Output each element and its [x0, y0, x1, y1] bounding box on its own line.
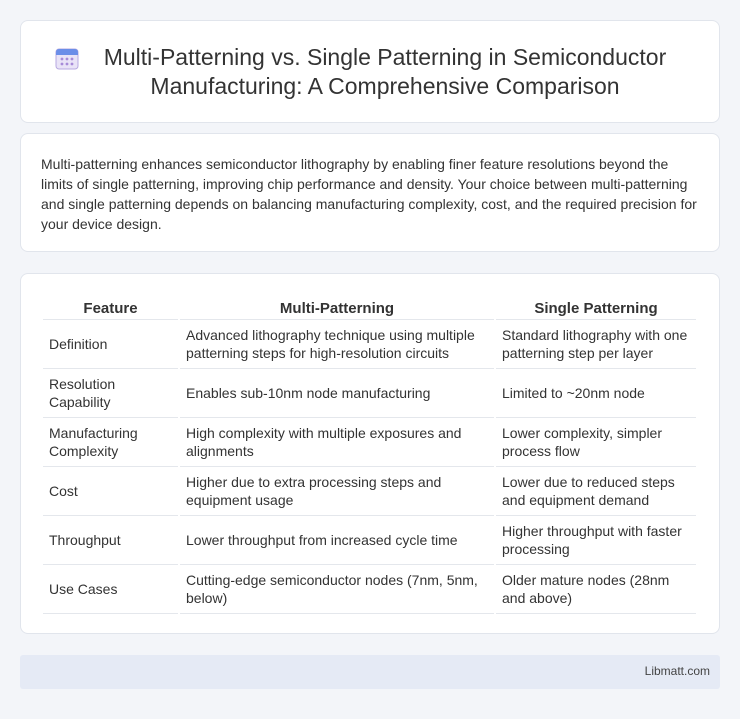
- title-card: [20, 20, 720, 123]
- footer-site-link[interactable]: Libmatt.com: [644, 664, 710, 678]
- multi-patterning-cell: Cutting-edge semiconductor nodes (7nm, 5nm, below): [180, 565, 494, 614]
- header-single-patterning: Single Patterning: [496, 295, 696, 320]
- single-patterning-cell: Higher throughput with faster processing: [496, 516, 696, 565]
- feature-cell: Cost: [43, 467, 178, 516]
- multi-patterning-cell: Advanced lithography technique using multiple patterning steps for high-resolution circuits: [180, 320, 494, 369]
- feature-cell: Throughput: [43, 516, 178, 565]
- single-patterning-cell: Limited to ~20nm node: [496, 369, 696, 418]
- table-row: [43, 467, 696, 516]
- feature-cell: Resolution Capability: [43, 369, 178, 418]
- feature-cell: Manufacturing Complexity: [43, 418, 178, 467]
- table-row: [43, 565, 696, 614]
- header-feature: Feature: [43, 295, 178, 320]
- multi-patterning-cell: High complexity with multiple exposures and alignments: [180, 418, 494, 467]
- table-row: [43, 418, 696, 467]
- comparison-card: [20, 273, 720, 634]
- header-multi-patterning: Multi-Patterning: [180, 295, 494, 320]
- footer: [20, 655, 720, 689]
- multi-patterning-cell: Higher due to extra processing steps and equipment usage: [180, 467, 494, 516]
- comparison-table: [41, 295, 698, 614]
- table-row: [43, 369, 696, 418]
- page-title: Multi-Patterning vs. Single Patterning in Semiconductor Manufacturing: A Comprehensive Comparison: [103, 43, 667, 99]
- multi-patterning-cell: Lower throughput from increased cycle time: [180, 516, 494, 565]
- single-patterning-cell: Older mature nodes (28nm and above): [496, 565, 696, 614]
- intro-paragraph: Multi-patterning enhances semiconductor lithography by enabling finer feature resolutions beyond the limits of single patterning, improving chip performance and density. Your choice between multi-patterning and single patterning depends on balancing manufacturing complexity, cost, and the required precision for your device design.: [41, 156, 697, 232]
- multi-patterning-cell: Enables sub-10nm node manufacturing: [180, 369, 494, 418]
- feature-cell: Use Cases: [43, 565, 178, 614]
- single-patterning-cell: Lower complexity, simpler process flow: [496, 418, 696, 467]
- feature-cell: Definition: [43, 320, 178, 369]
- intro-card: [20, 133, 720, 252]
- single-patterning-cell: Standard lithography with one patterning step per layer: [496, 320, 696, 369]
- table-row: [43, 516, 696, 565]
- single-patterning-cell: Lower due to reduced steps and equipment demand: [496, 467, 696, 516]
- table-row: [43, 320, 696, 369]
- table-header-row: [43, 295, 696, 320]
